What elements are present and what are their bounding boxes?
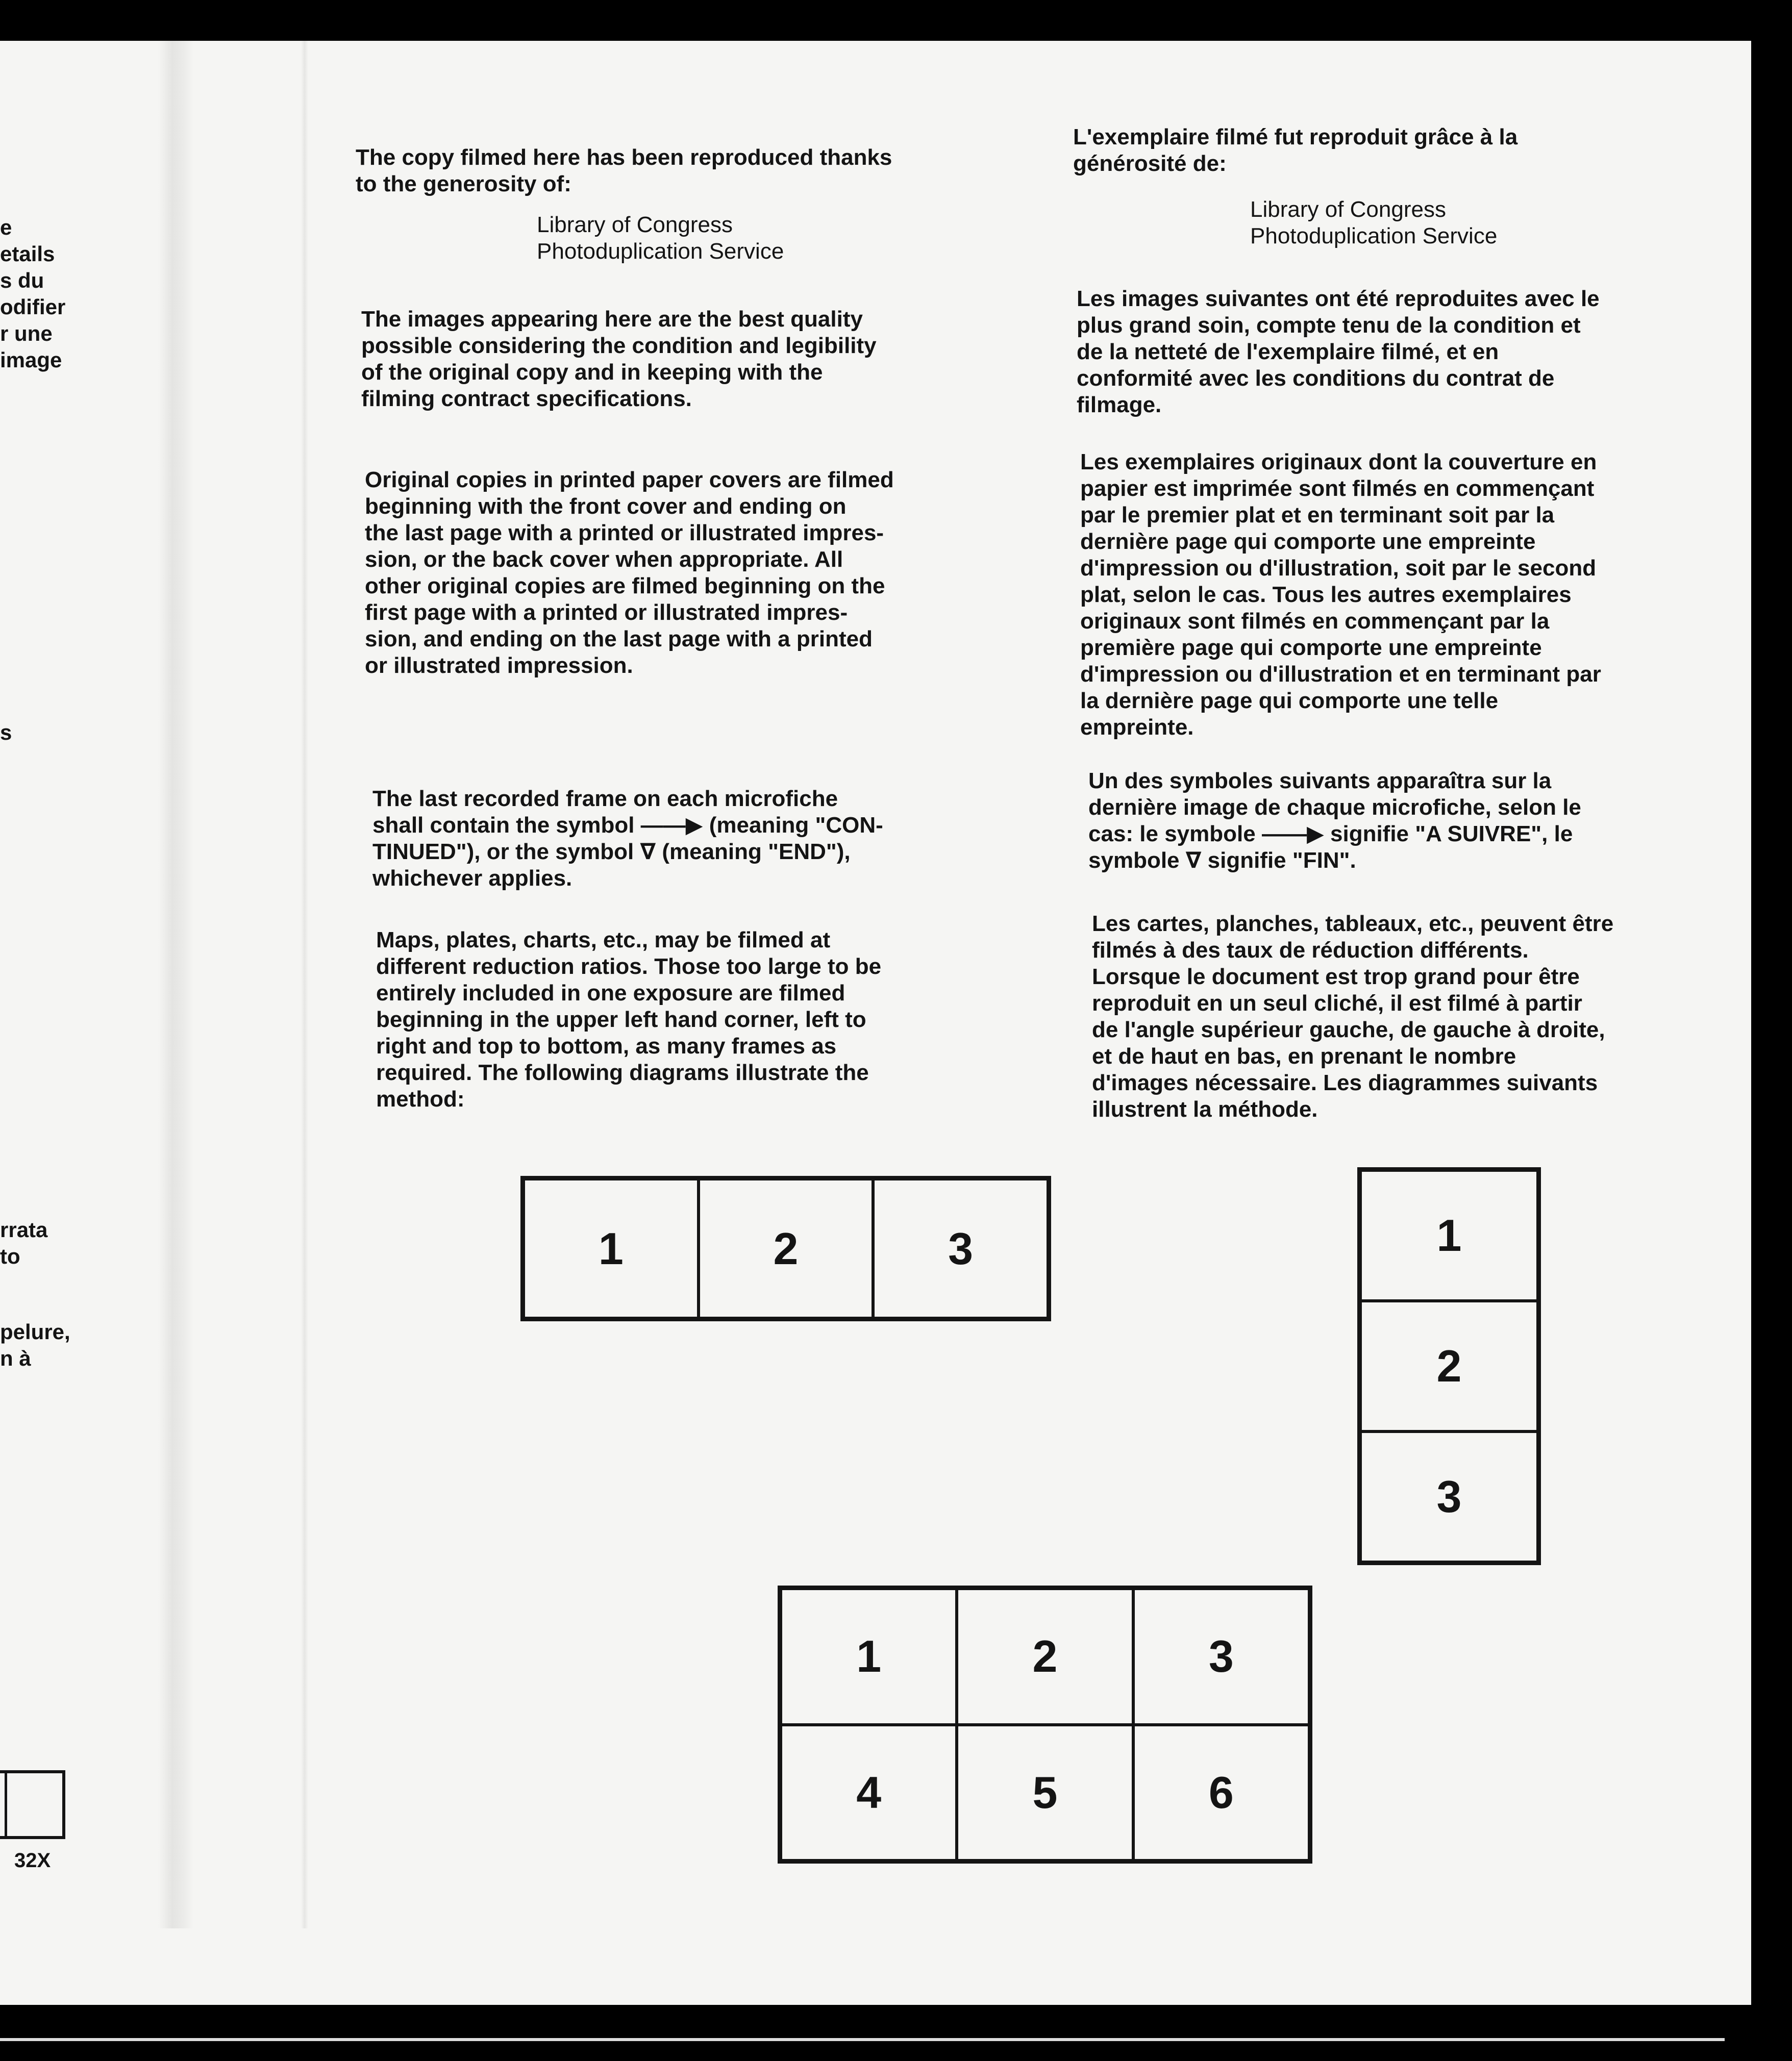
right-edge-border [1751, 31, 1792, 2020]
bottom-rule [0, 2038, 1725, 2041]
frame-cell: 3 [1133, 1589, 1309, 1725]
frame-cell: 2 [699, 1179, 874, 1318]
french-maps-paragraph: Les cartes, planches, tableaux, etc., peuvent être filmés à des taux de réduction différents. Lorsque le document est trop grand pour être reproduit en un seul cliché, il est filmé à partir de l'angle supérieur gauche, de gauche à droite, et de haut en bas, en prenant le nombre d'images nécessaire. Les diagrammes suivants illustrent la méthode. [1092, 911, 1614, 1122]
frame-cell: 4 [781, 1725, 957, 1861]
page-gutter-shadow [158, 41, 194, 1928]
english-intro: The copy filmed here has been reproduced thanks to the generosity of: [356, 145, 892, 196]
resolution-target-box [0, 1770, 65, 1839]
left-fragment-top: e etails s du odifier r une image [0, 215, 66, 372]
left-fragment-lower: rrata to [0, 1218, 48, 1268]
diagram-six-frame-grid [778, 1586, 1312, 1864]
frame-cell: 3 [873, 1179, 1048, 1318]
french-last-frame-paragraph: Un des symboles suivants apparaîtra sur la dernière image de chaque microfiche, selon le cas: le symbole ——▶ signifie "A SUIVRE", le symbole ∇ signifie "FIN". [1088, 768, 1581, 873]
frame-cell: 3 [1360, 1431, 1538, 1562]
english-last-frame-paragraph: The last recorded frame on each microfiche shall contain the symbol ——▶ (meaning "CON- TINUED"), or the symbol ∇ (meaning "END"), whichever applies. [372, 786, 883, 891]
frame-cell: 1 [1360, 1170, 1538, 1301]
frame-cell: 1 [781, 1589, 957, 1725]
english-library: Library of Congress Photoduplication Service [537, 212, 784, 264]
french-intro: L'exemplaire filmé fut reproduit grâce à la générosité de: [1073, 124, 1518, 176]
french-library: Library of Congress Photoduplication Service [1250, 197, 1498, 248]
resolution-target-label: 32X [14, 1849, 51, 1872]
english-quality-paragraph: The images appearing here are the best quality possible considering the condition and legibility of the original copy and in keeping with the filming contract specifications. [361, 307, 877, 411]
english-original-copies-paragraph: Original copies in printed paper covers are filmed beginning with the front cover and ending on the last page with a printed or illustrated impres- sion, or the back cover when appropriate. All other original copies are filmed beginning on the first page with a printed or illustrated impres- sion, and ending on the last page with a printed or illustrated impression. [365, 467, 894, 678]
diagram-horizontal-three-frames [520, 1176, 1051, 1321]
frame-cell: 6 [1133, 1725, 1309, 1861]
left-fragment-lower2: pelure, n à [0, 1320, 70, 1370]
resolution-target-divider [0, 1770, 7, 1839]
frame-cell: 1 [524, 1179, 699, 1318]
french-original-copies-paragraph: Les exemplaires originaux dont la couverture en papier est imprimée sont filmés en commençant par le premier plat et en terminant soit par la dernière page qui comporte une empreinte d'impression ou d'illustration, soit par le second plat, selon le cas. Tous les autres exemplaires originaux sont filmés en commençant par la première page qui comporte une empreinte d'impression ou d'illustration et en terminant par la dernière page qui comporte une telle empreinte. [1080, 449, 1601, 740]
french-quality-paragraph: Les images suivantes ont été reproduites avec le plus grand soin, compte tenu de la condition et de la netteté de l'exemplaire filmé, et en conformité avec les conditions du contrat de filmage. [1077, 286, 1600, 417]
frame-cell: 5 [957, 1725, 1133, 1861]
page-fold [301, 41, 308, 1928]
left-fragment-middle: s [0, 720, 12, 744]
diagram-vertical-three-frames [1357, 1167, 1541, 1565]
bottom-border [0, 2005, 1792, 2061]
frame-cell: 2 [957, 1589, 1133, 1725]
frame-cell: 2 [1360, 1301, 1538, 1431]
english-maps-paragraph: Maps, plates, charts, etc., may be filmed at different reduction ratios. Those too large to be entirely included in one exposure are filmed beginning in the upper left hand corner, left to right and top to bottom, as many frames as required. The following diagrams illustrate the method: [376, 927, 882, 1112]
